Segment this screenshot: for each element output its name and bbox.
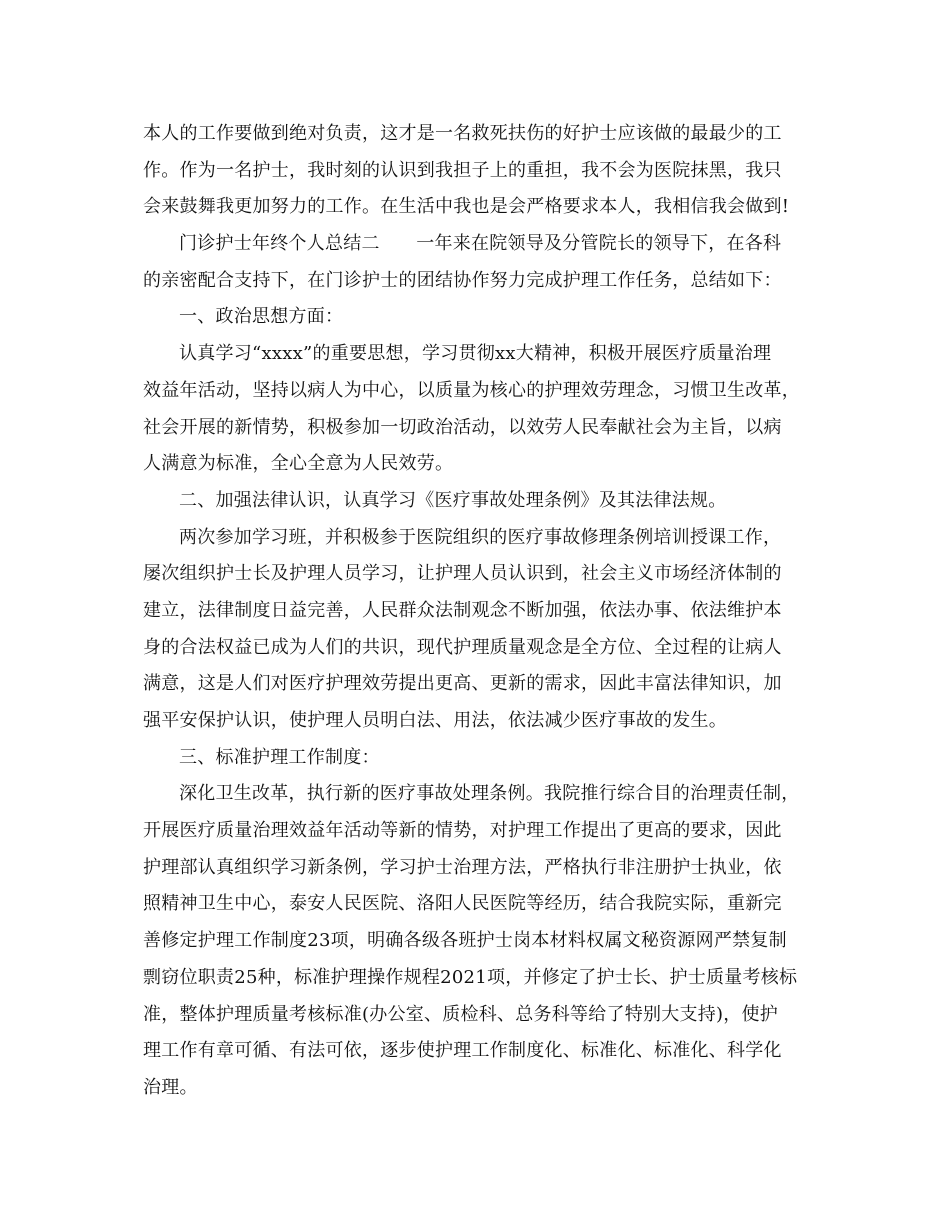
text-line: 本人的工作要做到绝对负责，这才是一名救死扶伤的好护士应该做的最最少的工 [143,123,782,144]
document-body [143,116,813,1107]
text-line: 护理部认真组织学习新条例，学习护士治理方法，严格执行非注册护士执业，依 [143,856,782,878]
section-heading: 二、加强法律认识，认真学习《医疗事故处理条例》及其法律法规。 [179,489,727,511]
text-line: 效益年活动，坚持以病人为中心，以质量为核心的护理效劳理念，习惯卫生改革， [143,379,800,401]
text-line: 善修定护理工作制度23项，明确各级各班护士岗本材料权属文秘资源网严禁复制 [143,930,787,952]
text-line: 的亲密配合支持下，在门诊护士的团结协作努力完成护理工作任务，总结如下： [143,269,782,291]
text-line: 屡次组织护士长及护理人员学习，让护理人员认识到，社会主义市场经济体制的 [143,563,782,585]
text-line: 身的合法权益已成为人们的共识，现代护理质量观念是全方位、全过程的让病人 [143,636,782,658]
paragraph-start-line: 两次参加学习班，并积极参于医院组织的医疗事故修理条例培训授课工作， [179,526,782,548]
text-line: 强平安保护认识，使护理人员明白法、用法，依法减少医疗事故的发生。 [143,710,727,731]
paragraph-start-line: 深化卫生改革，执行新的医疗事故处理条例。我院推行综合目的治理责任制， [179,783,800,805]
text-line: 作。作为一名护士，我时刻的认识到我担子上的重担，我不会为医院抹黑，我只 [143,159,782,181]
text-line: 开展医疗质量治理效益年活动等新的情势，对护理工作提出了更高的要求，因此 [143,820,782,842]
text-line: 照精神卫生中心，泰安人民医院、洛阳人民医院等经历，结合我院实际，重新完 [143,893,782,915]
section-heading: 一、政治思想方面： [179,306,344,328]
text-line: 会来鼓舞我更加努力的工作。在生活中我也是会严格要求本人，我相信我会做到! [143,196,790,218]
text-line: 人满意为标准，全心全意为人民效劳。 [143,453,454,475]
text-line: 满意，这是人们对医疗护理效劳提出更高、更新的需求，因此丰富法律知识，加 [143,673,782,695]
text-line: 理工作有章可循、有法可依，逐步使护理工作制度化、标准化、标准化、科学化 [143,1040,782,1062]
paragraph-start-line: 认真学习“xxxx”的重要思想，学习贯彻xx大精神，积极开展医疗质量治理 [179,343,772,365]
text-line: 治理。 [143,1076,198,1098]
text-line: 剽窃位职责25种，标准护理操作规程2021项，并修定了护士长、护士质量考核标 [143,966,798,988]
paragraph-start-line: 门诊护士年终个人总结二 一年来在院领导及分管院长的领导下，在各科 [179,233,782,255]
text-line: 准，整体护理质量考核标准(办公室、质检科、总务科等给了特别大支持)，使护 [143,1003,779,1025]
section-heading: 三、标准护理工作制度： [179,746,380,768]
text-line: 建立，法律制度日益完善，人民群众法制观念不断加强，依法办事、依法维护本 [143,599,782,621]
text-line: 社会开展的新情势，积极参加一切政治活动，以效劳人民奉献社会为主旨，以病 [143,416,782,438]
